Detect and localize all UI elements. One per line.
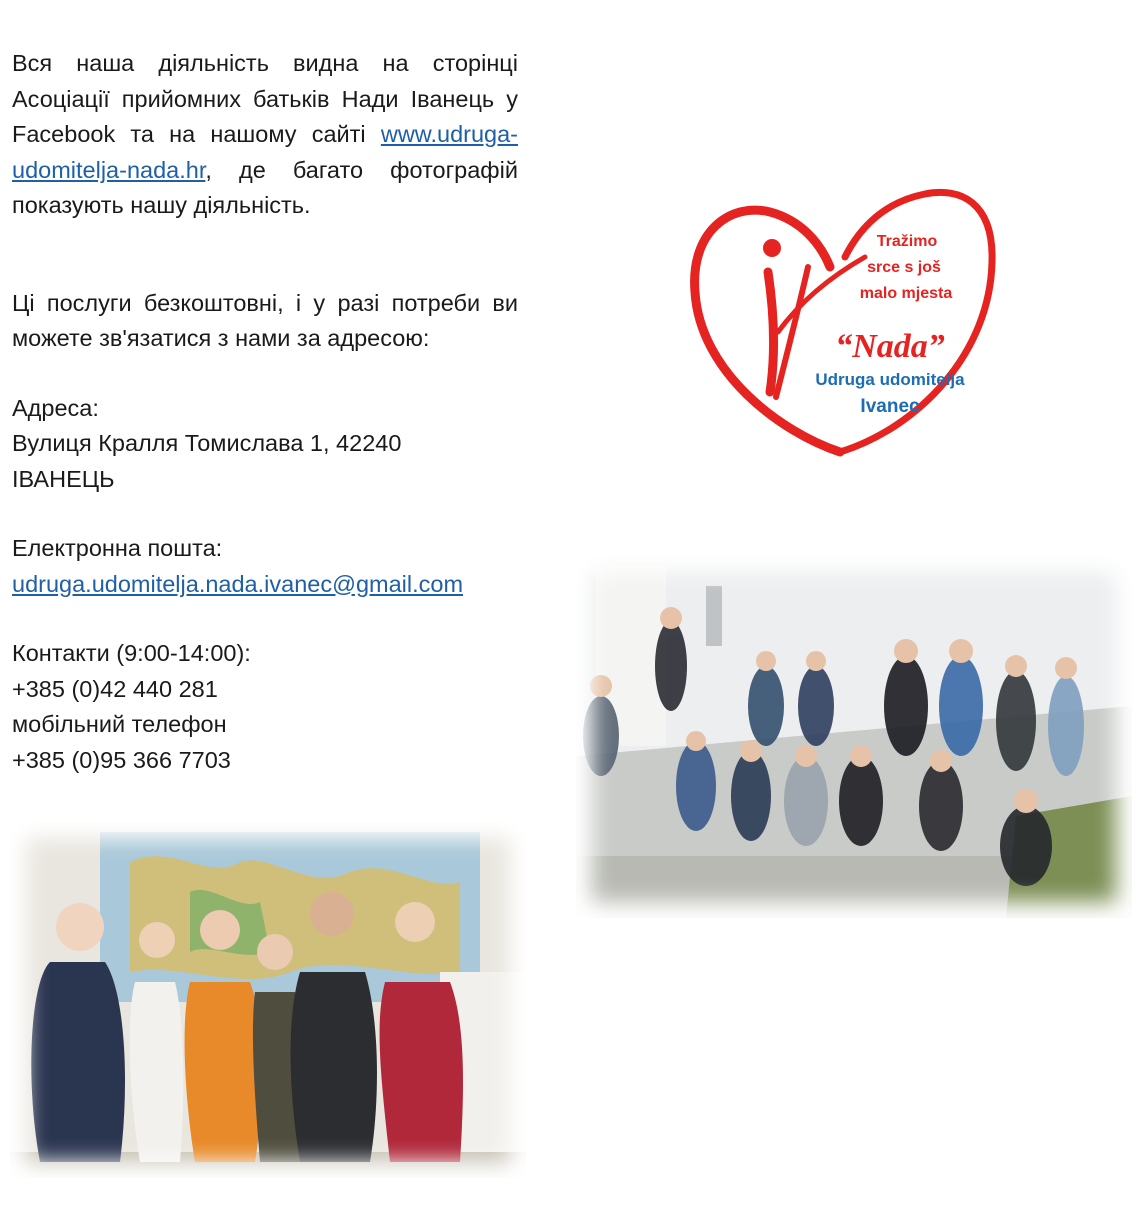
photo-illustration-icon: [10, 822, 526, 1178]
email-label: Електронна пошта:: [12, 535, 223, 561]
address-block: [12, 391, 518, 498]
website-link[interactable]: www.udruga-udomitelja-nada.hr: [12, 121, 519, 183]
logo-name: “Nada”: [835, 328, 945, 365]
intro-text: Вся наша діяльність видна на сторінці Асоціації прийомних батьків Нади Іванець у Facebook та на нашому сайті: [12, 50, 518, 147]
logo-tagline-1: Tražimo: [876, 233, 938, 250]
logo-org: Udruga udomitelja: [815, 370, 965, 389]
contact-text-column: [12, 46, 518, 778]
nada-logo: [690, 182, 1000, 457]
group-photo-children: [576, 556, 1132, 918]
mobile-label: мобільний телефон: [12, 711, 227, 737]
address-city: ІВАНЕЦЬ: [12, 465, 115, 492]
logo-town: Ivanec: [860, 396, 920, 417]
contacts-block: [12, 636, 518, 778]
address-label: Адреса:: [12, 394, 99, 421]
logo-tagline-2: srce s još: [867, 259, 941, 276]
email-block: [12, 531, 518, 602]
photo-illustration-icon: [576, 556, 1132, 918]
intro-text-end: , де багато фотографій показують нашу діяльність.: [12, 156, 518, 218]
heart-logo-icon: [690, 182, 1000, 457]
mobile-number: +385 (0)95 366 7703: [12, 746, 231, 773]
email-link[interactable]: udruga.udomitelja.nada.ivanec@gmail.com: [12, 570, 464, 597]
phone-number: +385 (0)42 440 281: [12, 675, 218, 702]
address-street: Вулиця Кралля Томислава 1, 42240: [12, 430, 402, 456]
logo-tagline-3: malo mjesta: [859, 285, 953, 302]
services-paragraph: Ці послуги безкоштовні, і у разі потреби ви можете зв'язатися з нами за адресою:: [12, 289, 518, 351]
group-photo-adults: [10, 822, 526, 1178]
intro-paragraph: [12, 46, 518, 224]
contacts-label: Контакти (9:00-14:00):: [12, 640, 251, 666]
